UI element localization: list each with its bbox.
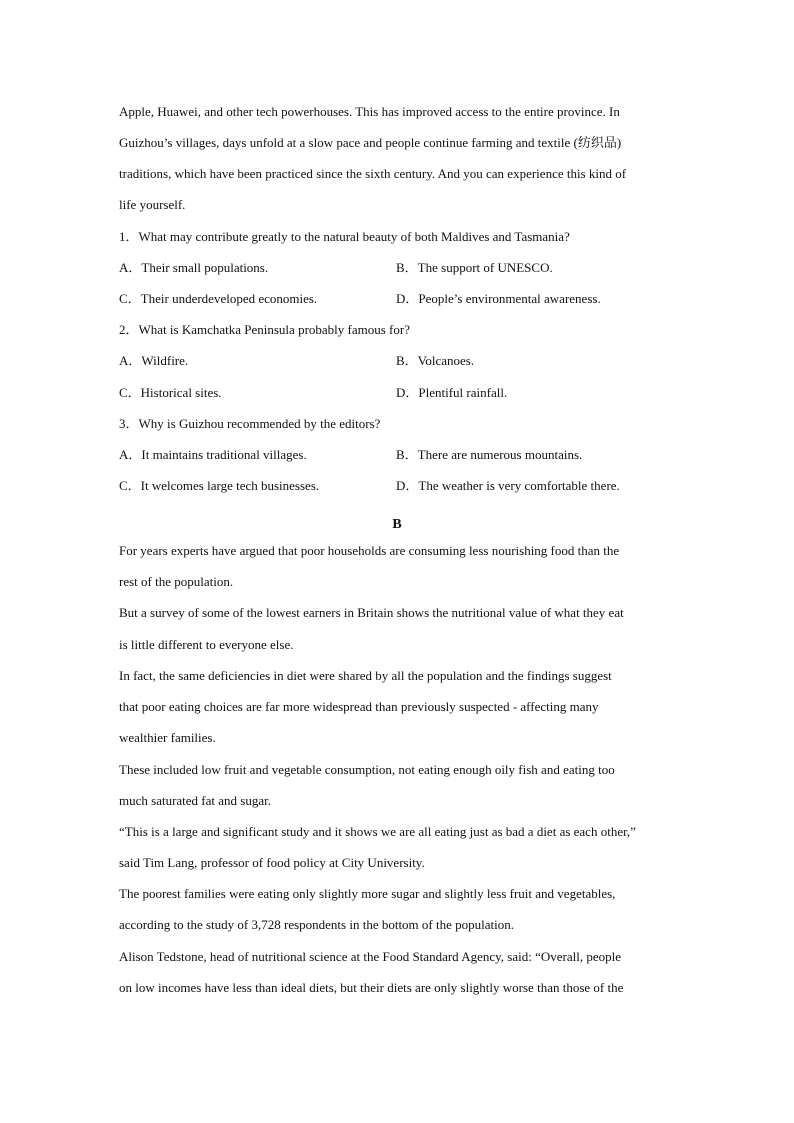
passage-b-line: much saturated fat and sugar. bbox=[119, 793, 271, 808]
question-3-option-d: D．The weather is very comfortable there. bbox=[396, 478, 620, 493]
question-3-stem: 3．Why is Guizhou recommended by the editors? bbox=[119, 416, 381, 431]
question-3-option-b: B．There are numerous mountains. bbox=[396, 447, 583, 462]
passage-line: life yourself. bbox=[119, 197, 186, 212]
passage-b-line: In fact, the same deficiencies in diet were shared by all the population and the findings suggest bbox=[119, 668, 612, 683]
question-2-stem: 2．What is Kamchatka Peninsula probably famous for? bbox=[119, 322, 410, 337]
passage-line: Guizhou’s villages, days unfold at a slow pace and people continue farming and textile (纺织品) bbox=[119, 135, 622, 150]
question-1-option-d: D．People’s environmental awareness. bbox=[396, 291, 601, 306]
question-1-stem: 1．What may contribute greatly to the natural beauty of both Maldives and Tasmania? bbox=[119, 229, 570, 244]
passage-b-line: that poor eating choices are far more widespread than previously suspected - affecting many bbox=[119, 699, 599, 714]
question-2-option-a: A．Wildfire. bbox=[119, 353, 189, 368]
question-1-option-b: B．The support of UNESCO. bbox=[396, 260, 553, 275]
question-3-option-c: C．It welcomes large tech businesses. bbox=[119, 478, 320, 493]
question-2-option-c: C．Historical sites. bbox=[119, 385, 222, 400]
passage-line: traditions, which have been practiced since the sixth century. And you can experience this kind of bbox=[119, 166, 627, 181]
passage-b-line: But a survey of some of the lowest earners in Britain shows the nutritional value of what they eat bbox=[119, 605, 624, 620]
passage-b-line: Alison Tedstone, head of nutritional science at the Food Standard Agency, said: “Overall, people bbox=[119, 949, 621, 964]
question-1-option-c: C．Their underdeveloped economies. bbox=[119, 291, 318, 306]
question-2-option-d: D．Plentiful rainfall. bbox=[396, 385, 508, 400]
passage-b-line: said Tim Lang, professor of food policy at City University. bbox=[119, 855, 425, 870]
question-1-option-a: A．Their small populations. bbox=[119, 260, 269, 275]
passage-b-line: For years experts have argued that poor households are consuming less nourishing food than the bbox=[119, 543, 620, 558]
passage-b-line: “This is a large and significant study and it shows we are all eating just as bad a diet as each other,” bbox=[119, 824, 636, 839]
question-3-option-a: A．It maintains traditional villages. bbox=[119, 447, 307, 462]
passage-b-line: These included low fruit and vegetable consumption, not eating enough oily fish and eating too bbox=[119, 762, 615, 777]
passage-b-line: on low incomes have less than ideal diets, but their diets are only slightly worse than those of the bbox=[119, 980, 624, 995]
passage-b-line: wealthier families. bbox=[119, 730, 216, 745]
passage-line: Apple, Huawei, and other tech powerhouses. This has improved access to the entire province. In bbox=[119, 104, 620, 119]
passage-b-line: according to the study of 3,728 respondents in the bottom of the population. bbox=[119, 917, 514, 932]
question-2-option-b: B．Volcanoes. bbox=[396, 353, 475, 368]
passage-b-line: is little different to everyone else. bbox=[119, 637, 294, 652]
passage-b-line: rest of the population. bbox=[119, 574, 234, 589]
passage-b-line: The poorest families were eating only slightly more sugar and slightly less fruit and vegetables, bbox=[119, 886, 616, 901]
section-b-heading: B bbox=[392, 517, 402, 532]
